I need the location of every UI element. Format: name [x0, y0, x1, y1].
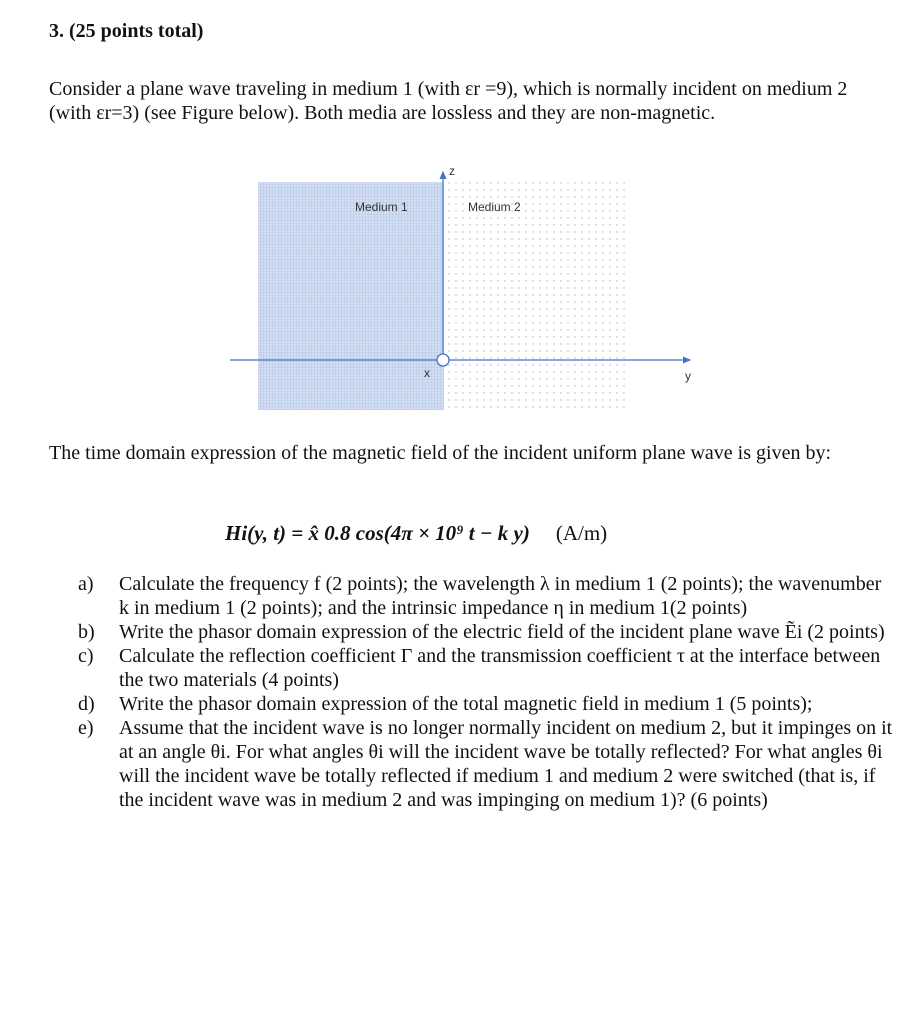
field-equation: [225, 521, 607, 546]
question-d: [78, 692, 893, 716]
problem-intro: Consider a plane wave traveling in medium 1 (with εr =9), which is normally incident on medium 2 (with εr=3) (see Figure below). Both media are lossless and they are non-magnetic.: [49, 78, 848, 124]
medium-1-label: Medium 1: [355, 200, 408, 214]
field-intro: The time domain expression of the magnetic field of the incident uniform plane wave is given by:: [49, 442, 832, 464]
question-b: [78, 620, 893, 644]
x-axis-label: x: [424, 366, 430, 380]
question-text: Calculate the frequency f (2 points); the wavelength λ in medium 1 (2 points); the wavenumber k in medium 1 (2 points); and the intrinsic impedance η in medium 1(2 points): [119, 573, 882, 619]
question-text: Assume that the incident wave is no longer normally incident on medium 2, but it impinges on it at an angle θi. For what angles θi will the incident wave be totally reflected? For what angles θi will the incident wave be totally reflected if medium 1 and medium 2 were switched (that is, if the incident wave was in medium 2 and was impinging on medium 1)? (6 points): [119, 717, 893, 811]
question-label: c): [78, 645, 94, 667]
problem-title: 3. (25 points total): [49, 20, 204, 42]
question-label: d): [78, 693, 95, 715]
question-label: e): [78, 717, 94, 739]
question-e: [78, 716, 893, 812]
question-text: Write the phasor domain expression of the electric field of the incident plane wave Ẽi (2 points): [119, 621, 885, 643]
medium-2-region: [444, 182, 630, 410]
field-units: (A/m): [555, 521, 608, 545]
field-expression: Hi(y, t) = x̂ 0.8 cos(4π × 10⁹ t − k y): [225, 521, 530, 545]
question-text: Write the phasor domain expression of the total magnetic field in medium 1 (5 points);: [119, 693, 813, 715]
question-c: [78, 644, 893, 692]
question-label: b): [78, 621, 95, 643]
y-axis-label: y: [685, 369, 691, 383]
media-figure: [230, 160, 700, 420]
medium-2-label: Medium 2: [468, 200, 521, 214]
z-axis-label: z: [449, 164, 455, 178]
question-list: [78, 572, 893, 812]
question-a: [78, 572, 893, 620]
question-label: a): [78, 573, 94, 595]
medium-1-region: [258, 182, 444, 410]
question-text: Calculate the reflection coefficient Γ and the transmission coefficient τ at the interface between the two materials (4 points): [119, 645, 881, 691]
origin-x-out-of-page-icon: [437, 354, 449, 366]
